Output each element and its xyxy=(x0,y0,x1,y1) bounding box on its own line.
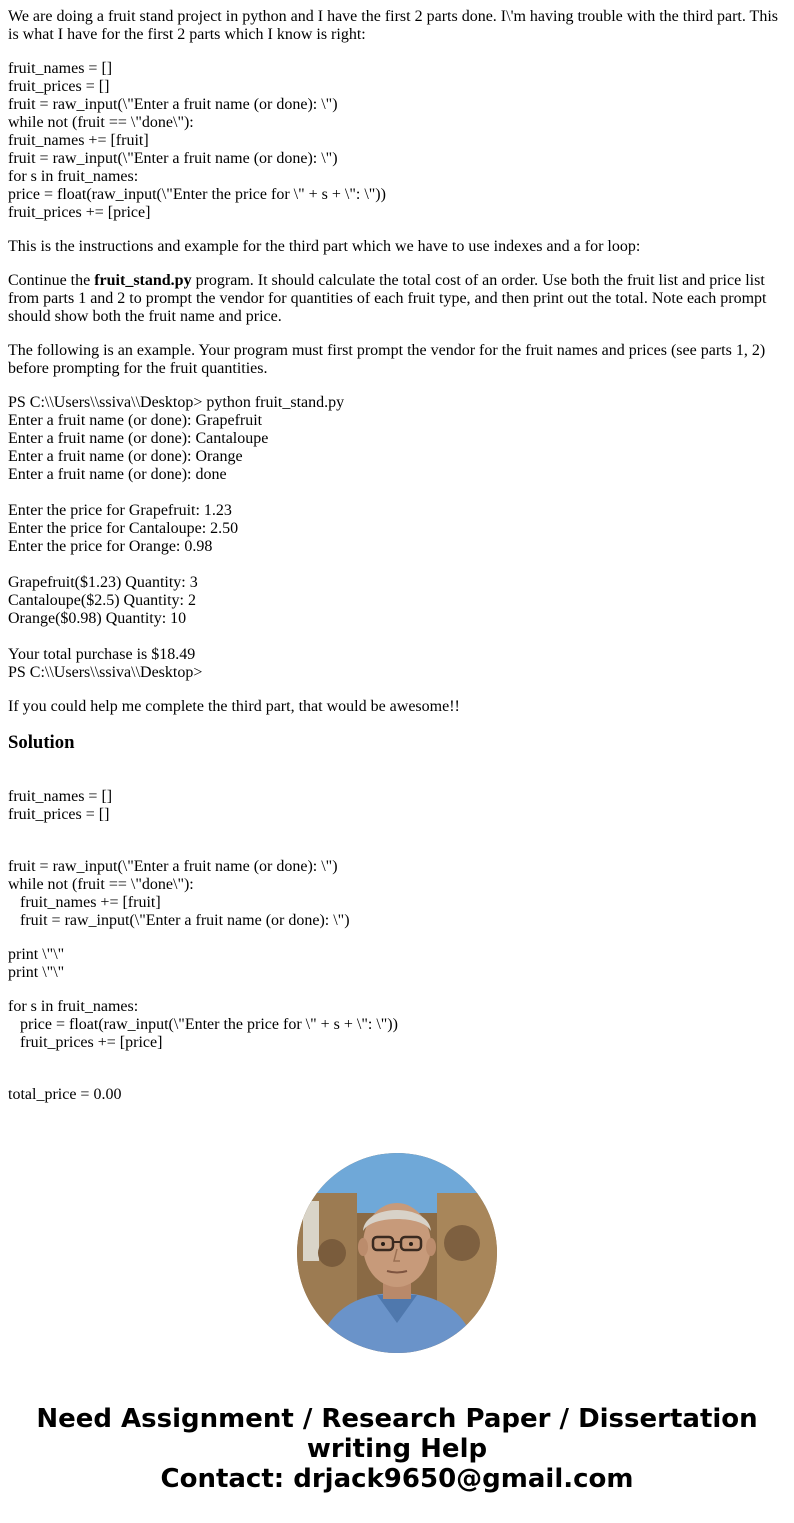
solution-line: fruit = raw_input(\"Enter a fruit name (or done): \") xyxy=(8,858,338,875)
example-line xyxy=(8,628,786,646)
continue-paragraph xyxy=(8,272,786,326)
example-line: Enter a fruit name (or done): done xyxy=(8,466,227,483)
example-line: Enter the price for Orange: 0.98 xyxy=(8,538,213,555)
question-intro: We are doing a fruit stand project in python and I have the first 2 parts done. I\'m having trouble with the third part. This is what I have for the first 2 parts which I know is right: xyxy=(8,8,778,43)
example-line xyxy=(8,556,786,574)
code-line: fruit_prices = [] xyxy=(8,78,110,95)
code-line: fruit_names += [fruit] xyxy=(8,132,149,149)
code-line: fruit_names = [] xyxy=(8,60,113,77)
code-line: fruit_prices += [price] xyxy=(8,204,151,221)
code-line: for s in fruit_names: xyxy=(8,168,139,185)
author-photo xyxy=(297,1153,497,1353)
promo-line-1: Need Assignment / Research Paper / Dissertation xyxy=(36,1404,758,1434)
example-line: Enter a fruit name (or done): Orange xyxy=(8,448,243,465)
example-intro: The following is an example. Your program must first prompt the vendor for the fruit names and prices (see parts 1, 2) before prompting for the fruit quantities. xyxy=(8,342,766,377)
question-closing: If you could help me complete the third part, that would be awesome!! xyxy=(8,698,460,715)
author-photo-illustration xyxy=(297,1153,497,1353)
promo-contact: Contact: drjack9650@gmail.com xyxy=(160,1464,634,1494)
solution-line: fruit = raw_input(\"Enter a fruit name (or done): \") xyxy=(8,912,350,929)
solution-line: fruit_names = [] xyxy=(8,788,113,805)
document-body xyxy=(8,8,786,1104)
solution-line: total_price = 0.00 xyxy=(8,1086,122,1103)
example-line: Enter the price for Grapefruit: 1.23 xyxy=(8,502,232,519)
solution-line: fruit_names += [fruit] xyxy=(8,894,161,911)
solution-line: fruit_prices += [price] xyxy=(8,1034,163,1051)
promo-line-2: writing Help xyxy=(306,1434,488,1464)
example-line: Enter a fruit name (or done): Grapefruit xyxy=(8,412,263,429)
example-line: Enter a fruit name (or done): Cantaloupe xyxy=(8,430,269,447)
code-line: fruit = raw_input(\"Enter a fruit name (or done): \") xyxy=(8,150,338,167)
example-line: Your total purchase is $18.49 xyxy=(8,646,196,663)
solution-line: for s in fruit_names: xyxy=(8,998,139,1015)
program-filename: fruit_stand.py xyxy=(94,272,192,289)
question-code-block xyxy=(8,60,786,222)
example-line: Grapefruit($1.23) Quantity: 3 xyxy=(8,574,198,591)
promo-banner xyxy=(0,1404,794,1494)
solution-line: price = float(raw_input(\"Enter the price for \" + s + \": \")) xyxy=(8,1016,398,1033)
solution-line: fruit_prices = [] xyxy=(8,806,110,823)
example-line xyxy=(8,484,786,502)
example-line: Cantaloupe($2.5) Quantity: 2 xyxy=(8,592,196,609)
example-line: PS C:\\Users\\ssiva\\Desktop> xyxy=(8,664,203,681)
code-line: while not (fruit == \"done\"): xyxy=(8,114,194,131)
continue-suffix: program. It should calculate the total cost of an order. Use both the fruit list and price list from parts 1 and 2 to prompt the vendor for quantities of each fruit type, and then print out the total. Note each prompt should show both the fruit name and price. xyxy=(8,272,767,325)
solution-line: print \"\" xyxy=(8,964,65,981)
code-line: fruit = raw_input(\"Enter a fruit name (or done): \") xyxy=(8,96,338,113)
solution-heading: Solution xyxy=(8,732,75,753)
solution-code-block xyxy=(8,788,786,1104)
solution-line: print \"\" xyxy=(8,946,65,963)
instructions-intro: This is the instructions and example for the third part which we have to use indexes and a for loop: xyxy=(8,238,641,255)
solution-line: while not (fruit == \"done\"): xyxy=(8,876,194,893)
continue-prefix: Continue the xyxy=(8,272,95,289)
example-line: Enter the price for Cantaloupe: 2.50 xyxy=(8,520,239,537)
example-line: Orange($0.98) Quantity: 10 xyxy=(8,610,187,627)
example-line: PS C:\\Users\\ssiva\\Desktop> python fruit_stand.py xyxy=(8,394,345,411)
example-output-block xyxy=(8,394,786,682)
code-line: price = float(raw_input(\"Enter the price for \" + s + \": \")) xyxy=(8,186,386,203)
